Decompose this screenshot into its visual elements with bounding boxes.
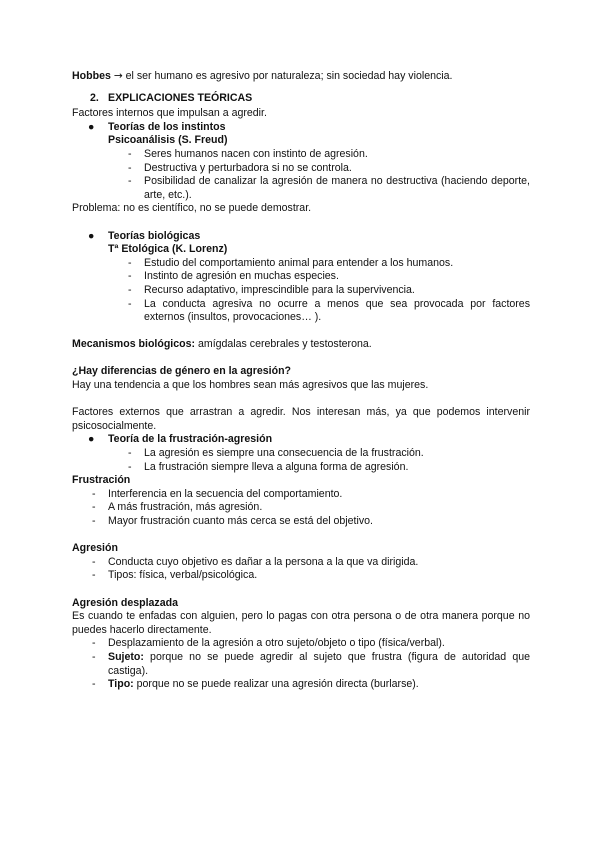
dash-icon: -: [92, 515, 96, 527]
genero-question: ¿Hay diferencias de género en la agresión?: [72, 365, 292, 378]
desplazada-list: [72, 637, 530, 691]
mecanismos-label: Mecanismos biológicos:: [72, 338, 196, 351]
subhead-lorenz: Tª Etológica (K. Lorenz): [108, 243, 228, 256]
dash-icon: -: [128, 460, 132, 473]
tipo-label: Tipo:: [108, 678, 134, 691]
list-item: [72, 678, 530, 692]
list-item: - La agresión es siempre una consecuencia de la frustración.: [128, 447, 424, 460]
list-item: - Conducta cuyo objetivo es dañar a la persona a la que va dirigida.: [92, 555, 419, 568]
sujeto-text: porque no se puede agredir al sujeto que frustra (figura de autoridad que castiga).: [108, 650, 530, 677]
bullet-label: Teorías biológicas: [108, 229, 201, 242]
bullet-label: Teoría de la frustración-agresión: [108, 433, 273, 446]
list-item: - Interferencia en la secuencia del comportamiento.: [92, 487, 343, 500]
list-item: - Mayor frustración cuanto más cerca se está del objetivo.: [92, 515, 373, 527]
hobbes-text: el ser humano es agresivo por naturaleza; sin sociedad hay violencia.: [122, 70, 453, 82]
genero-answer: Hay una tendencia a que los hombres sean más agresivos que las mujeres.: [72, 379, 429, 392]
blank-line: [72, 216, 530, 230]
document-page: [72, 70, 530, 692]
section-title: EXPLICACIONES TEÓRICAS: [108, 91, 253, 104]
instintos-list: [72, 148, 530, 202]
desplazada-text: Es cuando te enfadas con alguien, pero lo pagas con otra persona o de otra manera porque no puedes hacerlo directamente.: [72, 610, 530, 636]
dash-icon: -: [128, 283, 132, 296]
agresion-list: [72, 556, 530, 583]
bullet-icon: ●: [88, 120, 95, 133]
arrow-icon: →: [113, 70, 123, 82]
bullet-instintos: [72, 121, 530, 135]
dash-icon: -: [128, 256, 132, 269]
list-item: - Destructiva y perturbadora si no se controla.: [128, 161, 352, 174]
hobbes-line: [72, 70, 530, 84]
blank-line: [72, 352, 530, 366]
hobbes-name: Hobbes: [72, 70, 111, 82]
dash-icon: -: [128, 175, 132, 188]
section-number: 2.: [90, 91, 99, 104]
biologicas-list: [72, 257, 530, 325]
list-item: - Recurso adaptativo, imprescindible para la supervivencia.: [128, 283, 415, 296]
list-item: - Instinto de agresión en muchas especies.: [128, 270, 339, 283]
dash-icon: -: [128, 297, 132, 310]
bullet-icon: ●: [88, 229, 95, 242]
blank-line: [72, 393, 530, 407]
mecanismos-line: [72, 338, 530, 352]
list-item: - La conducta agresiva no ocurre a menos que sea provocada por factores externos (insultos, provocaciones… ).: [128, 297, 530, 324]
dash-icon: -: [128, 270, 132, 283]
blank-line: [72, 583, 530, 597]
frustracion-heading: Frustración: [72, 474, 131, 487]
bullet-label: Teorías de los instintos: [108, 120, 226, 133]
dash-icon: -: [92, 487, 96, 500]
list-item: - Tipos: física, verbal/psicológica.: [92, 569, 258, 582]
blank-line: [72, 529, 530, 543]
mecanismos-text: amígdalas cerebrales y testosterona.: [195, 338, 372, 351]
list-item: - Seres humanos nacen con instinto de agresión.: [128, 147, 368, 160]
frustracion-list: [72, 488, 530, 529]
dash-icon: -: [92, 555, 96, 568]
externos-text: Factores externos que arrastran a agredir. Nos interesan más, ya que podemos intervenir psicosocialmente.: [72, 406, 530, 432]
section-heading: [90, 92, 530, 106]
list-item: - Desplazamiento de la agresión a otro sujeto/objeto o tipo (física/verbal).: [92, 637, 445, 650]
dash-icon: -: [92, 637, 96, 650]
dash-icon: -: [92, 678, 96, 691]
dash-icon: -: [128, 161, 132, 174]
list-item: - Posibilidad de canalizar la agresión de manera no destructiva (haciendo deporte, arte, etc.).: [128, 175, 530, 201]
dash-icon: -: [128, 147, 132, 160]
dash-icon: -: [92, 650, 96, 663]
bullet-icon: ●: [88, 433, 95, 446]
sujeto-label: Sujeto:: [108, 650, 144, 663]
dash-icon: -: [92, 569, 96, 582]
problem-line: Problema: no es científico, no se puede demostrar.: [72, 202, 312, 215]
section-intro: Factores internos que impulsan a agredir.: [72, 107, 267, 120]
externos-list: [72, 447, 530, 474]
desplazada-heading: Agresión desplazada: [72, 596, 178, 609]
agresion-heading: Agresión: [72, 542, 118, 555]
bullet-biologicas: [72, 230, 530, 244]
list-item: - La frustración siempre lleva a alguna forma de agresión.: [128, 460, 409, 473]
tipo-text: porque no se puede realizar una agresión directa (burlarse).: [133, 678, 419, 691]
dash-icon: -: [128, 447, 132, 460]
dash-icon: -: [92, 501, 96, 514]
list-item: [72, 651, 530, 678]
blank-line: [72, 325, 530, 339]
bullet-frustracion-agresion: [72, 433, 530, 447]
subhead-freud: Psicoanálisis (S. Freud): [108, 134, 228, 147]
list-item: - Estudio del comportamiento animal para entender a los humanos.: [128, 256, 454, 269]
list-item: - A más frustración, más agresión.: [92, 501, 263, 514]
